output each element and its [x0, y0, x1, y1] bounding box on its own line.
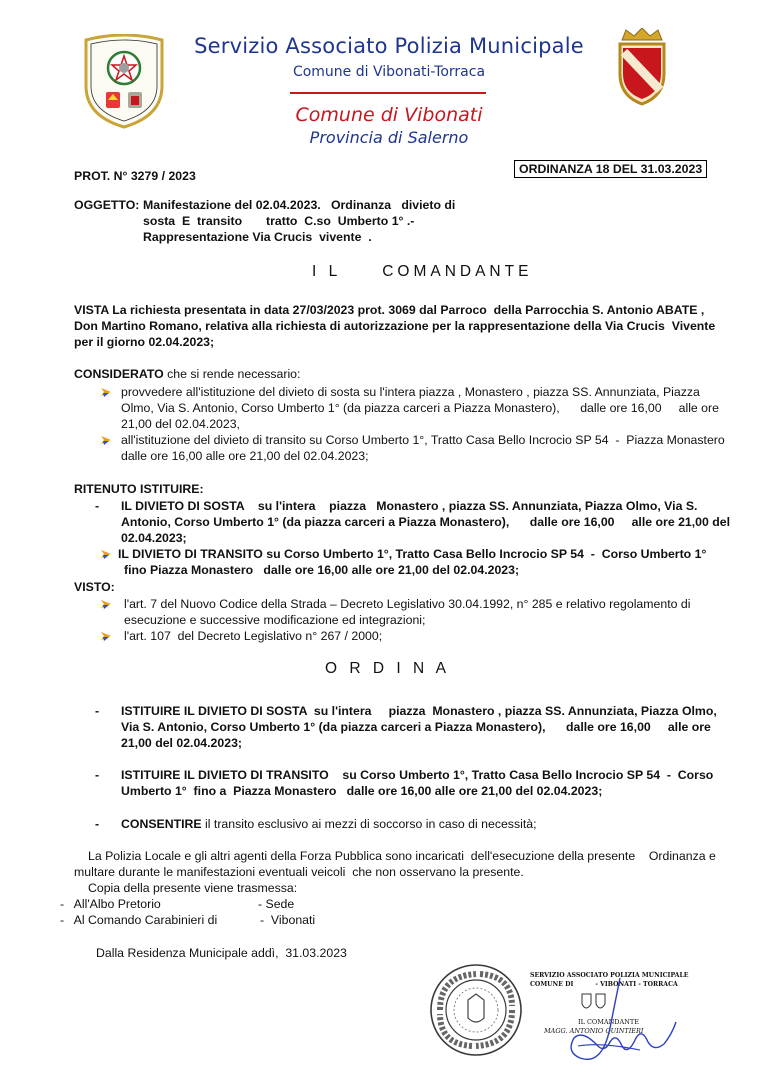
subject-line: Manifestazione del 02.04.2023. Ordinanza divieto di — [143, 198, 456, 212]
header-provincia: Provincia di Salerno — [309, 128, 469, 147]
ordina-item: Umberto 1° fino a Piazza Monastero dalle ore 16,00 alle ore 21,00 del 02.04.2023; — [121, 784, 603, 798]
recipient-name: - All'Albo Pretorio — [60, 897, 161, 911]
municipal-stamp — [428, 962, 524, 1058]
visto-label: VISTO: — [74, 580, 115, 594]
consentire-text: il transito esclusivo ai mezzi di soccorso in caso di necessità; — [201, 817, 537, 831]
closing-paragraph: multare durante le manifestazioni eventuali veicoli che non osservano la presente. — [74, 865, 524, 879]
copy-line: Copia della presente viene trasmessa: — [88, 881, 298, 895]
considerato-item: all'istituzione del divieto di transito su Corso Umberto 1°, Tratto Casa Bello Incrocio SP 54 - Piazza Monastero — [121, 433, 725, 447]
ritenuto-item: Antonio, Corso Umberto 1° (da piazza carceri a Piazza Monastero), dalle ore 16,00 alle ore 21,00 del — [121, 515, 731, 529]
considerato-label: CONSIDERATO — [74, 367, 164, 381]
considerato-item: Olmo, Via S. Antonio, Corso Umberto 1° (da piazza carceri a Piazza Monastero), dalle ore 16,00 alle ore — [121, 401, 719, 415]
considerato-intro-text: che si rende necessario: — [163, 367, 301, 381]
ordina-item: ISTITUIRE IL DIVIETO DI SOSTA su l'intera piazza Monastero , piazza SS. Annunziata, Piazza Olmo, — [121, 704, 717, 718]
header-title: Servizio Associato Polizia Municipale — [194, 34, 584, 58]
arrow-bullet-icon — [100, 598, 112, 610]
considerato-item: provvedere all'istituzione del divieto di sosta su l'intera piazza , Monastero , piazza SS. Annunziata, Piazza — [121, 385, 700, 399]
recipient-name: - Al Comando Carabinieri di — [60, 913, 218, 927]
signature-icon — [540, 972, 690, 1072]
protocol-number: PROT. N° 3279 / 2023 — [74, 169, 196, 183]
consentire-label: CONSENTIRE — [121, 817, 202, 831]
visto-item: esecuzione e successive modificazione ed integrazioni; — [124, 613, 426, 627]
vista-paragraph: per il giorno 02.04.2023; — [74, 335, 215, 349]
subject-line: Rappresentazione Via Crucis vivente . — [143, 230, 372, 244]
comandante-heading: I L COMANDANTE — [312, 263, 533, 280]
list-dash: - — [95, 704, 100, 718]
subject-line: sosta E transito tratto C.so Umberto 1° .- — [143, 214, 415, 228]
visto-item: l'art. 7 del Nuovo Codice della Strada – Decreto Legislativo 30.04.1992, n° 285 e relativo regolamento di — [124, 597, 691, 611]
ritenuto-item: fino Piazza Monastero dalle ore 16,00 alle ore 21,00 del 02.04.2023; — [124, 563, 520, 577]
ordina-heading: O R D I N A — [325, 660, 450, 677]
arrow-bullet-icon — [100, 548, 112, 560]
logo-left — [78, 34, 170, 130]
header-comune: Comune di Vibonati — [295, 104, 483, 126]
arrow-bullet-icon — [100, 630, 112, 642]
ordina-item — [121, 816, 537, 832]
ritenuto-item: IL DIVIETO DI TRANSITO su Corso Umberto 1°, Tratto Casa Bello Incrocio SP 54 - Corso Umberto 1° — [118, 547, 707, 561]
ritenuto-label: RITENUTO ISTITUIRE: — [74, 482, 204, 496]
considerato-item: dalle ore 16,00 alle ore 21,00 del 02.04.2023; — [121, 449, 369, 463]
list-dash: - — [95, 768, 100, 782]
header-divider — [290, 92, 486, 94]
visto-item: l'art. 107 del Decreto Legislativo n° 267 / 2000; — [124, 629, 383, 643]
stamp-line: IL COMANDANTE — [578, 1018, 639, 1026]
stamp-line: MAGG. ANTONIO QUINTIERI — [544, 1027, 644, 1035]
ritenuto-item: 02.04.2023; — [121, 531, 187, 545]
considerato-item: 21,00 del 02.04.2023, — [121, 417, 240, 431]
ritenuto-item: IL DIVIETO DI SOSTA su l'intera piazza Monastero , piazza SS. Annunziata, Piazza Olmo, Via S. — [121, 499, 698, 513]
considerato-intro — [74, 366, 300, 382]
date-line: Dalla Residenza Municipale addì, 31.03.2023 — [96, 946, 347, 960]
ordina-item: ISTITUIRE IL DIVIETO DI TRANSITO su Corso Umberto 1°, Tratto Casa Bello Incrocio SP 54 - Corso — [121, 768, 714, 782]
recipient-place: - Sede — [258, 897, 295, 911]
closing-paragraph: La Polizia Locale e gli altri agenti della Forza Pubblica sono incaricati dell'esecuzione della presente Ordinanza e — [88, 849, 716, 863]
stamp-line: SERVIZIO ASSOCIATO POLIZIA MUNICIPALE — [530, 972, 689, 979]
ordinance-number: ORDINANZA 18 DEL 31.03.2023 — [514, 160, 707, 178]
subject-label: OGGETTO: — [74, 198, 140, 212]
stamp-comune: COMUNE DI — [530, 981, 574, 988]
arrow-bullet-icon — [100, 434, 112, 446]
stamp-comune-name: - VIBONATI - TORRACA — [595, 981, 678, 988]
header-subtitle: Comune di Vibonati-Torraca — [292, 64, 486, 80]
logo-right — [612, 28, 672, 106]
recipient-place: - Vibonati — [260, 913, 316, 927]
signature-stamp — [530, 972, 700, 1072]
vista-paragraph: VISTA La richiesta presentata in data 27/03/2023 prot. 3069 dal Parroco della Parrocchia S. Antonio ABATE , — [74, 303, 705, 317]
ordina-item: Via S. Antonio, Corso Umberto 1° (da piazza carceri a Piazza Monastero), dalle ore 16,00 alle ore — [121, 720, 711, 734]
vista-paragraph: Don Martino Romano, relativa alla richiesta di autorizzazione per la rappresentazione della Via Crucis Vivente — [74, 319, 716, 333]
list-dash: - — [95, 817, 100, 831]
arrow-bullet-icon — [100, 386, 112, 398]
ordina-item: 21,00 del 02.04.2023; — [121, 736, 243, 750]
list-dash: - — [95, 499, 100, 513]
